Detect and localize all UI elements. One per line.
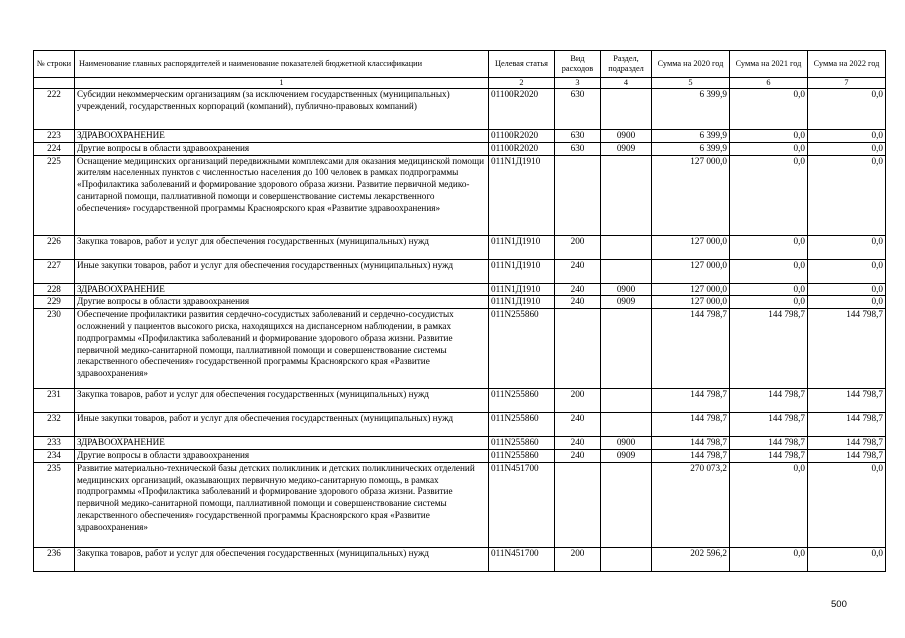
row-name: Субсидии некоммерческим организациям (за исключением государственных (муниципальных) учреждений, государственных корпораций (компаний), публично-правовых компаний) xyxy=(75,89,489,130)
row-number: 227 xyxy=(34,259,75,283)
table-row xyxy=(34,259,886,283)
row-name: ЗДРАВООХРАНЕНИЕ xyxy=(75,130,489,143)
row-name: Другие вопросы в области здравоохранения xyxy=(75,296,489,309)
row-number: 232 xyxy=(34,413,75,437)
row-name: Другие вопросы в области здравоохранения xyxy=(75,449,489,462)
column-number: 1 xyxy=(75,78,489,89)
section-code xyxy=(601,309,652,389)
sum-2022: 144 798,7 xyxy=(808,449,886,462)
section-code: 0900 xyxy=(601,283,652,296)
section-code xyxy=(601,462,652,547)
column-number xyxy=(34,78,75,89)
sum-2020: 6 399,9 xyxy=(652,142,730,155)
table-row xyxy=(34,235,886,259)
sum-2022: 0,0 xyxy=(808,462,886,547)
table-row xyxy=(34,142,886,155)
sum-2020: 6 399,9 xyxy=(652,130,730,143)
header-sum-2022: Сумма на 2022 год xyxy=(808,51,886,78)
target-article: 011N1Д1910 xyxy=(489,235,555,259)
table-row xyxy=(34,283,886,296)
expense-type: 240 xyxy=(555,437,601,450)
table-row xyxy=(34,155,886,235)
header-sum-2021: Сумма на 2021 год xyxy=(730,51,808,78)
table-row xyxy=(34,437,886,450)
column-number: 6 xyxy=(730,78,808,89)
section-code: 0909 xyxy=(601,449,652,462)
sum-2022: 144 798,7 xyxy=(808,389,886,413)
row-number: 230 xyxy=(34,309,75,389)
row-name: Иные закупки товаров, работ и услуг для обеспечения государственных (муниципальных) нужд xyxy=(75,413,489,437)
section-code xyxy=(601,235,652,259)
target-article: 011N451700 xyxy=(489,462,555,547)
column-number-row xyxy=(34,78,886,89)
target-article: 011N1Д1910 xyxy=(489,283,555,296)
expense-type xyxy=(555,462,601,547)
sum-2020: 127 000,0 xyxy=(652,259,730,283)
table-row xyxy=(34,89,886,130)
section-code xyxy=(601,155,652,235)
column-number: 2 xyxy=(489,78,555,89)
row-number: 228 xyxy=(34,283,75,296)
expense-type: 200 xyxy=(555,547,601,571)
sum-2021: 0,0 xyxy=(730,462,808,547)
sum-2022: 144 798,7 xyxy=(808,437,886,450)
section-code: 0900 xyxy=(601,130,652,143)
expense-type: 200 xyxy=(555,389,601,413)
section-code xyxy=(601,413,652,437)
header-target-article: Целевая статья xyxy=(489,51,555,78)
sum-2021: 144 798,7 xyxy=(730,309,808,389)
sum-2020: 127 000,0 xyxy=(652,296,730,309)
section-code xyxy=(601,389,652,413)
sum-2022: 0,0 xyxy=(808,283,886,296)
sum-2021: 0,0 xyxy=(730,296,808,309)
row-name: Развитие материально-технической базы детских поликлиник и детских поликлинических отделений медицинских организаций, оказывающих первичную медико-санитарную помощь, в рамках подпрограммы «Профилактика заболеваний и формирование здорового образа жизни. Развитие первичной медико-санитарной помощи, паллиативной помощи и совершенствование системы лекарственного обеспечения» государственной программы Красноярского края «Развитие здравоохранения» xyxy=(75,462,489,547)
header-sum-2020: Сумма на 2020 год xyxy=(652,51,730,78)
table-body xyxy=(34,89,886,572)
sum-2021: 0,0 xyxy=(730,283,808,296)
sum-2022: 0,0 xyxy=(808,296,886,309)
sum-2022: 0,0 xyxy=(808,259,886,283)
target-article: 011N1Д1910 xyxy=(489,296,555,309)
sum-2022: 0,0 xyxy=(808,155,886,235)
column-number: 3 xyxy=(555,78,601,89)
table-row xyxy=(34,547,886,571)
target-article: 01100R2020 xyxy=(489,89,555,130)
row-number: 226 xyxy=(34,235,75,259)
table-row xyxy=(34,389,886,413)
target-article: 011N255860 xyxy=(489,413,555,437)
expense-type: 630 xyxy=(555,89,601,130)
sum-2020: 144 798,7 xyxy=(652,437,730,450)
sum-2020: 144 798,7 xyxy=(652,449,730,462)
sum-2020: 6 399,9 xyxy=(652,89,730,130)
row-number: 236 xyxy=(34,547,75,571)
sum-2020: 202 596,2 xyxy=(652,547,730,571)
target-article: 011N255860 xyxy=(489,309,555,389)
expense-type xyxy=(555,309,601,389)
sum-2020: 127 000,0 xyxy=(652,155,730,235)
target-article: 011N255860 xyxy=(489,389,555,413)
target-article: 01100R2020 xyxy=(489,130,555,143)
sum-2022: 0,0 xyxy=(808,89,886,130)
header-section: Раздел, подраздел xyxy=(601,51,652,78)
row-name: Закупка товаров, работ и услуг для обеспечения государственных (муниципальных) нужд xyxy=(75,235,489,259)
sum-2022: 0,0 xyxy=(808,547,886,571)
section-code xyxy=(601,259,652,283)
sum-2021: 144 798,7 xyxy=(730,449,808,462)
section-code xyxy=(601,89,652,130)
target-article: 011N1Д1910 xyxy=(489,155,555,235)
header-expense-type: Вид расходов xyxy=(555,51,601,78)
section-code xyxy=(601,547,652,571)
table-row xyxy=(34,130,886,143)
expense-type: 200 xyxy=(555,235,601,259)
row-number: 225 xyxy=(34,155,75,235)
target-article: 011N1Д1910 xyxy=(489,259,555,283)
sum-2020: 127 000,0 xyxy=(652,235,730,259)
sum-2021: 144 798,7 xyxy=(730,389,808,413)
budget-table xyxy=(33,50,886,572)
row-number: 231 xyxy=(34,389,75,413)
expense-type: 240 xyxy=(555,413,601,437)
table-row xyxy=(34,449,886,462)
row-name: ЗДРАВООХРАНЕНИЕ xyxy=(75,283,489,296)
row-name: Другие вопросы в области здравоохранения xyxy=(75,142,489,155)
row-name: Оснащение медицинских организаций передвижными комплексами для оказания медицинской помощи жителям населенных пунктов с численностью населения до 100 человек в рамках подпрограммы «Профилактика заболеваний и формирование здорового образа жизни. Развитие первичной медико-санитарной помощи, паллиативной помощи и совершенствование системы лекарственного обеспечения» государственной программы Красноярского края «Развитие здравоохранения» xyxy=(75,155,489,235)
expense-type: 630 xyxy=(555,142,601,155)
sum-2022: 0,0 xyxy=(808,142,886,155)
header-name: Наименование главных распорядителей и наименование показателей бюджетной классификации xyxy=(75,51,489,78)
expense-type: 240 xyxy=(555,296,601,309)
section-code: 0909 xyxy=(601,142,652,155)
row-name: Обеспечение профилактики развития сердечно-сосудистых заболеваний и сердечно-сосудистых осложнений у пациентов высокого риска, находящихся на диспансерном наблюдении, в рамках подпрограммы «Профилактика заболеваний и формирование здорового образа жизни. Развитие первичной медико-санитарной помощи, паллиативной помощи и совершенствование системы лекарственного обеспечения» государственной программы Красноярского края «Развитие здравоохранения» xyxy=(75,309,489,389)
sum-2021: 144 798,7 xyxy=(730,413,808,437)
target-article: 011N255860 xyxy=(489,449,555,462)
sum-2020: 144 798,7 xyxy=(652,309,730,389)
target-article: 011N451700 xyxy=(489,547,555,571)
sum-2021: 0,0 xyxy=(730,235,808,259)
sum-2020: 144 798,7 xyxy=(652,389,730,413)
sum-2021: 0,0 xyxy=(730,547,808,571)
sum-2021: 0,0 xyxy=(730,142,808,155)
expense-type: 240 xyxy=(555,283,601,296)
column-number: 5 xyxy=(652,78,730,89)
sum-2022: 0,0 xyxy=(808,130,886,143)
sum-2021: 0,0 xyxy=(730,130,808,143)
row-number: 224 xyxy=(34,142,75,155)
header-row-number: № строки xyxy=(34,51,75,78)
sum-2022: 144 798,7 xyxy=(808,309,886,389)
row-number: 229 xyxy=(34,296,75,309)
sum-2021: 0,0 xyxy=(730,259,808,283)
row-number: 235 xyxy=(34,462,75,547)
row-name: ЗДРАВООХРАНЕНИЕ xyxy=(75,437,489,450)
target-article: 011N255860 xyxy=(489,437,555,450)
expense-type: 240 xyxy=(555,259,601,283)
row-number: 222 xyxy=(34,89,75,130)
row-number: 233 xyxy=(34,437,75,450)
sum-2021: 0,0 xyxy=(730,89,808,130)
expense-type xyxy=(555,155,601,235)
column-number: 4 xyxy=(601,78,652,89)
sum-2022: 0,0 xyxy=(808,235,886,259)
sum-2020: 270 073,2 xyxy=(652,462,730,547)
sum-2021: 0,0 xyxy=(730,155,808,235)
target-article: 01100R2020 xyxy=(489,142,555,155)
table-row xyxy=(34,413,886,437)
page-number: 500 xyxy=(831,599,847,610)
sum-2020: 144 798,7 xyxy=(652,413,730,437)
table-header xyxy=(34,51,886,89)
sum-2022: 144 798,7 xyxy=(808,413,886,437)
row-name: Закупка товаров, работ и услуг для обеспечения государственных (муниципальных) нужд xyxy=(75,389,489,413)
section-code: 0900 xyxy=(601,437,652,450)
expense-type: 630 xyxy=(555,130,601,143)
sum-2021: 144 798,7 xyxy=(730,437,808,450)
row-name: Закупка товаров, работ и услуг для обеспечения государственных (муниципальных) нужд xyxy=(75,547,489,571)
row-name: Иные закупки товаров, работ и услуг для обеспечения государственных (муниципальных) нужд xyxy=(75,259,489,283)
table-row xyxy=(34,296,886,309)
row-number: 223 xyxy=(34,130,75,143)
sum-2020: 127 000,0 xyxy=(652,283,730,296)
row-number: 234 xyxy=(34,449,75,462)
expense-type: 240 xyxy=(555,449,601,462)
column-number: 7 xyxy=(808,78,886,89)
table-row xyxy=(34,309,886,389)
section-code: 0909 xyxy=(601,296,652,309)
table-row xyxy=(34,462,886,547)
